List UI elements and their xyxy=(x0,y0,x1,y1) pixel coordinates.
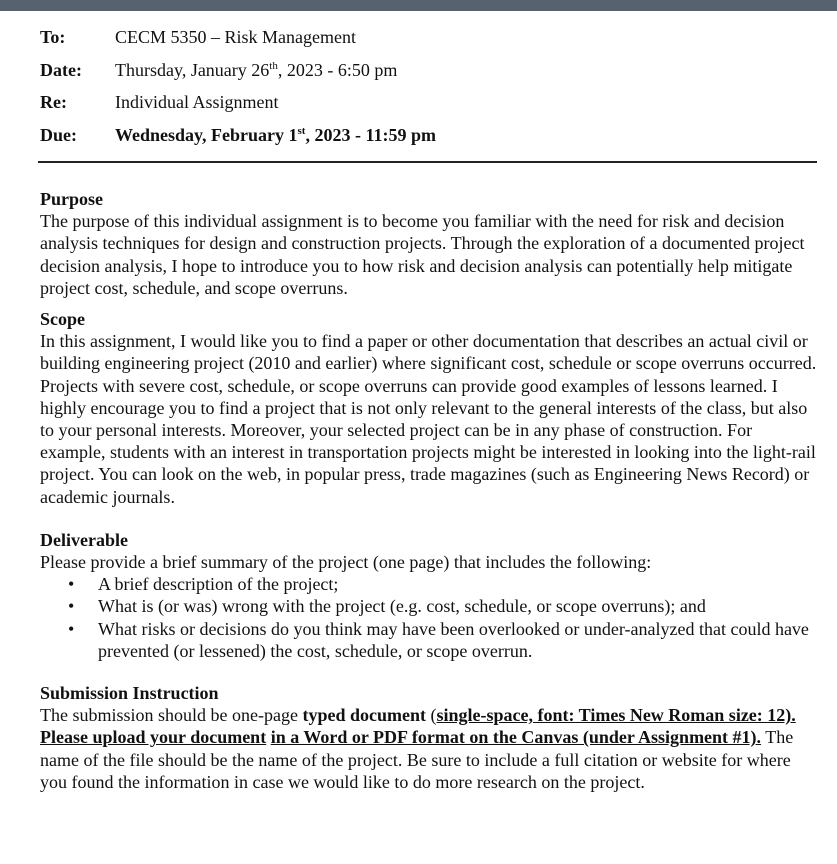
purpose-section xyxy=(40,188,820,299)
due-weekday: Wednesday, February 1 xyxy=(115,124,298,145)
due-ordinal: st xyxy=(297,124,306,137)
window-top-bar xyxy=(0,0,837,11)
memo-header xyxy=(40,26,820,156)
canvas-location-emphasis: in a Word or PDF format on the Canvas (under Assignment #1). xyxy=(270,727,762,748)
format-requirement-emphasis: single-space, font: Times New Roman size: 12). xyxy=(436,705,796,726)
date-rest: , 2023 - 6:50 pm xyxy=(277,59,398,80)
deliverable-intro: Please provide a brief summary of the project (one page) that includes the following: xyxy=(40,552,652,573)
memo-date-row xyxy=(40,59,820,92)
purpose-heading: Purpose xyxy=(40,189,103,209)
submission-text xyxy=(40,704,820,793)
to-label: To: xyxy=(40,27,66,47)
date-value xyxy=(115,59,820,81)
scope-section xyxy=(40,308,820,508)
deliverable-list xyxy=(40,573,820,662)
list-item: • A brief description of the project; xyxy=(98,573,820,595)
deliverable-section xyxy=(40,529,820,662)
date-label: Date: xyxy=(40,59,82,80)
re-label: Re: xyxy=(40,92,67,112)
scope-heading: Scope xyxy=(40,309,85,330)
typed-document-emphasis: typed document xyxy=(302,705,426,726)
re-value: Individual Assignment xyxy=(115,92,279,112)
deliverable-heading: Deliverable xyxy=(40,529,128,550)
submission-part-8: The name of the file should be the name of the project. Be sure to include a full citation or website for where you found the information in case we would like to do more research on the project. xyxy=(40,727,794,792)
date-ordinal: th xyxy=(269,59,278,72)
purpose-text: The purpose of this individual assignment is to become you familiar with the need for risk and decision analysis techniques for design and construction projects. Through the exploration of a documented project decision analysis, I hope to introduce you to how risk and decision analysis can potentially help mitigate project cost, schedule, and scope overruns. xyxy=(40,211,805,298)
due-label: Due: xyxy=(40,124,77,145)
due-value xyxy=(115,124,820,146)
memo-due-row xyxy=(40,124,820,157)
submission-part-1: The submission should be one-page xyxy=(40,705,303,726)
submission-heading: Submission Instruction xyxy=(40,683,219,704)
list-item: • What is (or was) wrong with the project (e.g. cost, schedule, or scope overruns); and xyxy=(98,595,820,617)
date-weekday: Thursday, January 26 xyxy=(115,59,270,80)
upload-instruction-emphasis: Please upload your document xyxy=(40,727,267,748)
list-item: • What risks or decisions do you think may have been overlooked or under-analyzed that could have prevented (or lessened) the cost, schedule, or scope overrun. xyxy=(98,618,820,662)
scope-text: In this assignment, I would like you to find a paper or other documentation that describes an actual civil or building engineering project (2010 and earlier) where significant cost, schedule or scope overruns occurred. Projects with severe cost, schedule, or scope overruns can provide good examples of lessons learned. I highly encourage you to find a project that is not only relevant to the general interests of the class, but also to your personal interests. Moreover, your selected project can be in any phase of construction. For example, students with an interest in transportation projects might be interested in looking into the light-rail project. You can look on the web, in popular press, trade magazines (such as Engineering News Record) or academic journals. xyxy=(40,331,817,507)
due-rest: , 2023 - 11:59 pm xyxy=(305,124,436,145)
document-body xyxy=(40,188,820,793)
memo-to-row xyxy=(40,26,820,59)
to-value: CECM 5350 – Risk Management xyxy=(115,27,356,47)
memo-re-row xyxy=(40,91,820,124)
submission-part-3: ( xyxy=(425,705,437,726)
submission-section xyxy=(40,682,820,793)
header-divider xyxy=(38,161,817,163)
